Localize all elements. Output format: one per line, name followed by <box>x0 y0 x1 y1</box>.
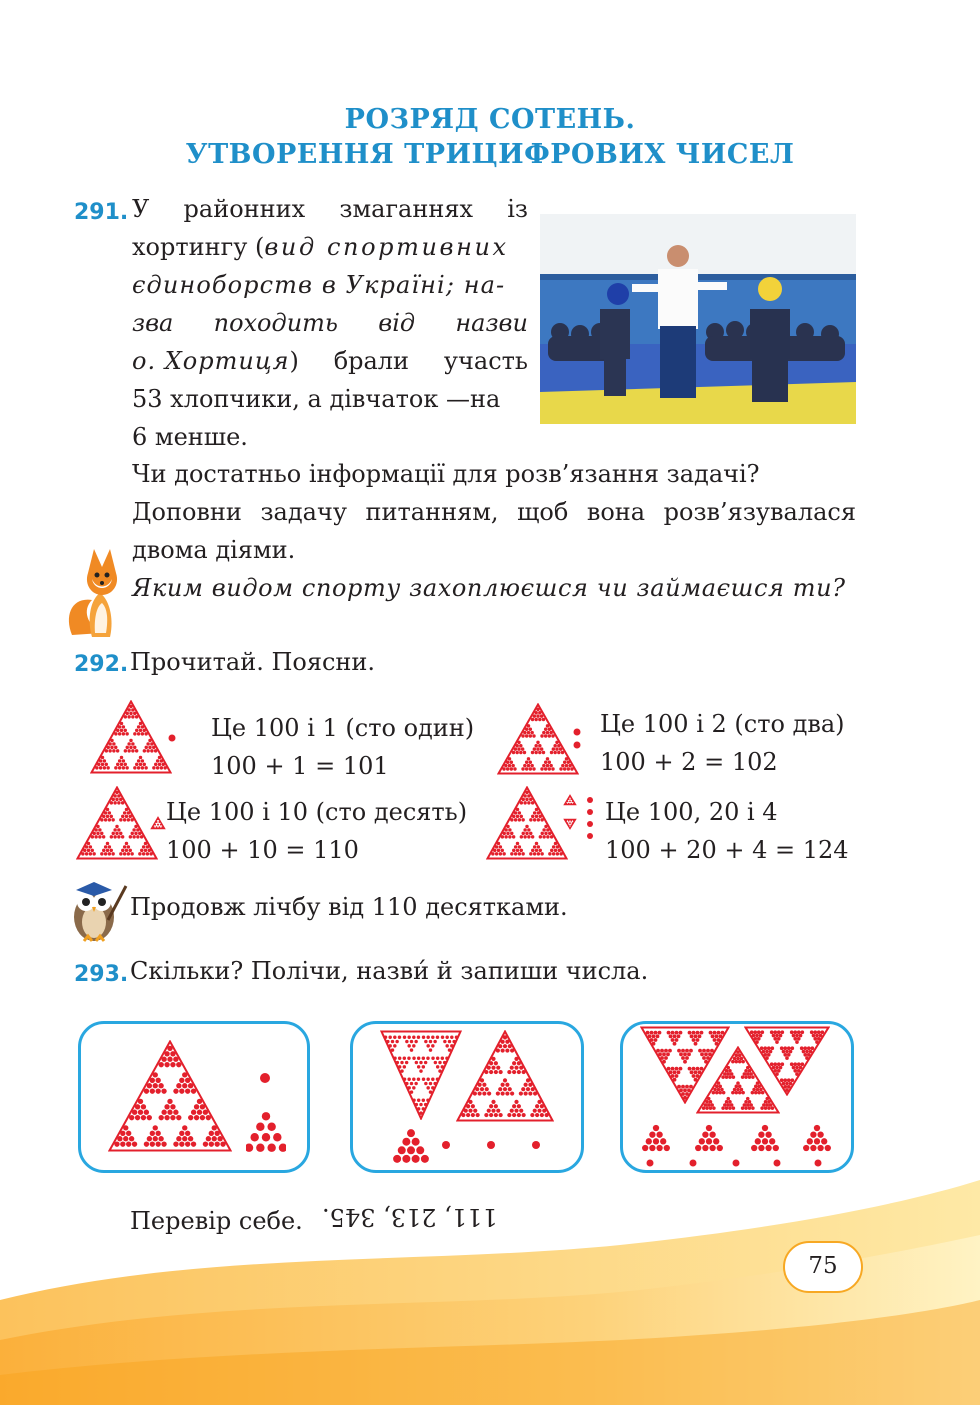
box2-hundred-triangle-a <box>380 1030 462 1120</box>
horting-competition-photo <box>540 214 856 424</box>
task292-text: Прочитай. Поясни. <box>130 648 376 676</box>
task291-question4: Яким видом спорту захоплюєшся чи займаєшся ти? <box>132 574 846 602</box>
ten-triangle-3 <box>150 816 166 830</box>
owl-teacher-icon <box>66 872 128 944</box>
task291-line6: 53 хлопчики, а дівчаток —на <box>132 385 501 413</box>
ten-triangle-4b <box>563 818 577 830</box>
task293-text: Скільки? Полічи, назви́ й запиши числа. <box>130 957 649 985</box>
task291-question3: двома діями. <box>132 536 296 564</box>
ten-triangle-4a <box>563 794 577 806</box>
task-number-291: 291. <box>74 200 129 225</box>
task291-line1: У районних змаганнях із <box>132 195 528 223</box>
example3-words: Це 100 і 10 (сто десять) <box>166 798 468 826</box>
continue-counting-text: Продовж лічбу від 110 десятками. <box>130 893 568 921</box>
single-dot-1 <box>167 733 177 743</box>
page-number: 75 <box>783 1241 863 1293</box>
box2-hundred-triangle-b <box>456 1030 554 1122</box>
task-number-293: 293. <box>74 962 129 987</box>
task291-line3: єдиноборств в Україні; на- <box>132 271 506 299</box>
example4-words: Це 100, 20 і 4 <box>605 798 778 826</box>
box1-unit-dot <box>258 1071 272 1085</box>
box1-ten-triangle <box>246 1110 286 1154</box>
example1-words: Це 100 і 1 (сто один) <box>211 714 475 742</box>
box1-hundred-triangle <box>108 1040 232 1152</box>
check-yourself-label: Перевір себе. <box>130 1207 303 1235</box>
box3-ten-triangle-2 <box>694 1124 724 1152</box>
task291-question2: Доповни задачу питанням, щоб вона розв’язувалася <box>132 498 856 526</box>
example2-words: Це 100 і 2 (сто два) <box>600 710 845 738</box>
box3-unit-dots <box>644 1157 824 1169</box>
box2-unit-dots <box>438 1138 548 1152</box>
hundred-triangle-2 <box>497 703 579 775</box>
four-dots-4 <box>585 795 595 845</box>
hundred-triangle-1 <box>90 700 172 774</box>
page-title-line2: УТВОРЕННЯ ТРИЦИФРОВИХ ЧИСЕЛ <box>185 139 795 170</box>
example1-equation: 100 + 1 = 101 <box>211 752 389 780</box>
box2-ten-triangle <box>392 1128 430 1164</box>
two-dots-2 <box>572 727 582 751</box>
example2-equation: 100 + 2 = 102 <box>600 748 778 776</box>
task291-line7: 6 менше. <box>132 423 248 451</box>
box3-ten-triangle-4 <box>802 1124 832 1152</box>
page-title-line1: РОЗРЯД СОТЕНЬ. <box>344 104 636 135</box>
example4-equation: 100 + 20 + 4 = 124 <box>605 836 849 864</box>
box3-ten-triangle-3 <box>750 1124 780 1152</box>
example3-equation: 100 + 10 = 110 <box>166 836 359 864</box>
fox-mascot-icon <box>62 545 132 640</box>
box3-hundred-triangle-c <box>696 1046 780 1114</box>
task291-question1: Чи достатньо інформації для розв’язання задачі? <box>132 460 760 488</box>
task291-line5: о. Хортиця) брали участь <box>132 347 528 375</box>
hundred-triangle-4 <box>486 786 568 860</box>
box3-ten-triangle-1 <box>641 1124 671 1152</box>
task-number-292: 292. <box>74 652 129 677</box>
task291-line2: хортингу (вид спортивних <box>132 233 509 261</box>
check-answer-upside-down: 111, 213, 345. <box>322 1203 498 1231</box>
task291-line4: зва походить від назви <box>132 309 528 337</box>
hundred-triangle-3 <box>76 786 158 860</box>
